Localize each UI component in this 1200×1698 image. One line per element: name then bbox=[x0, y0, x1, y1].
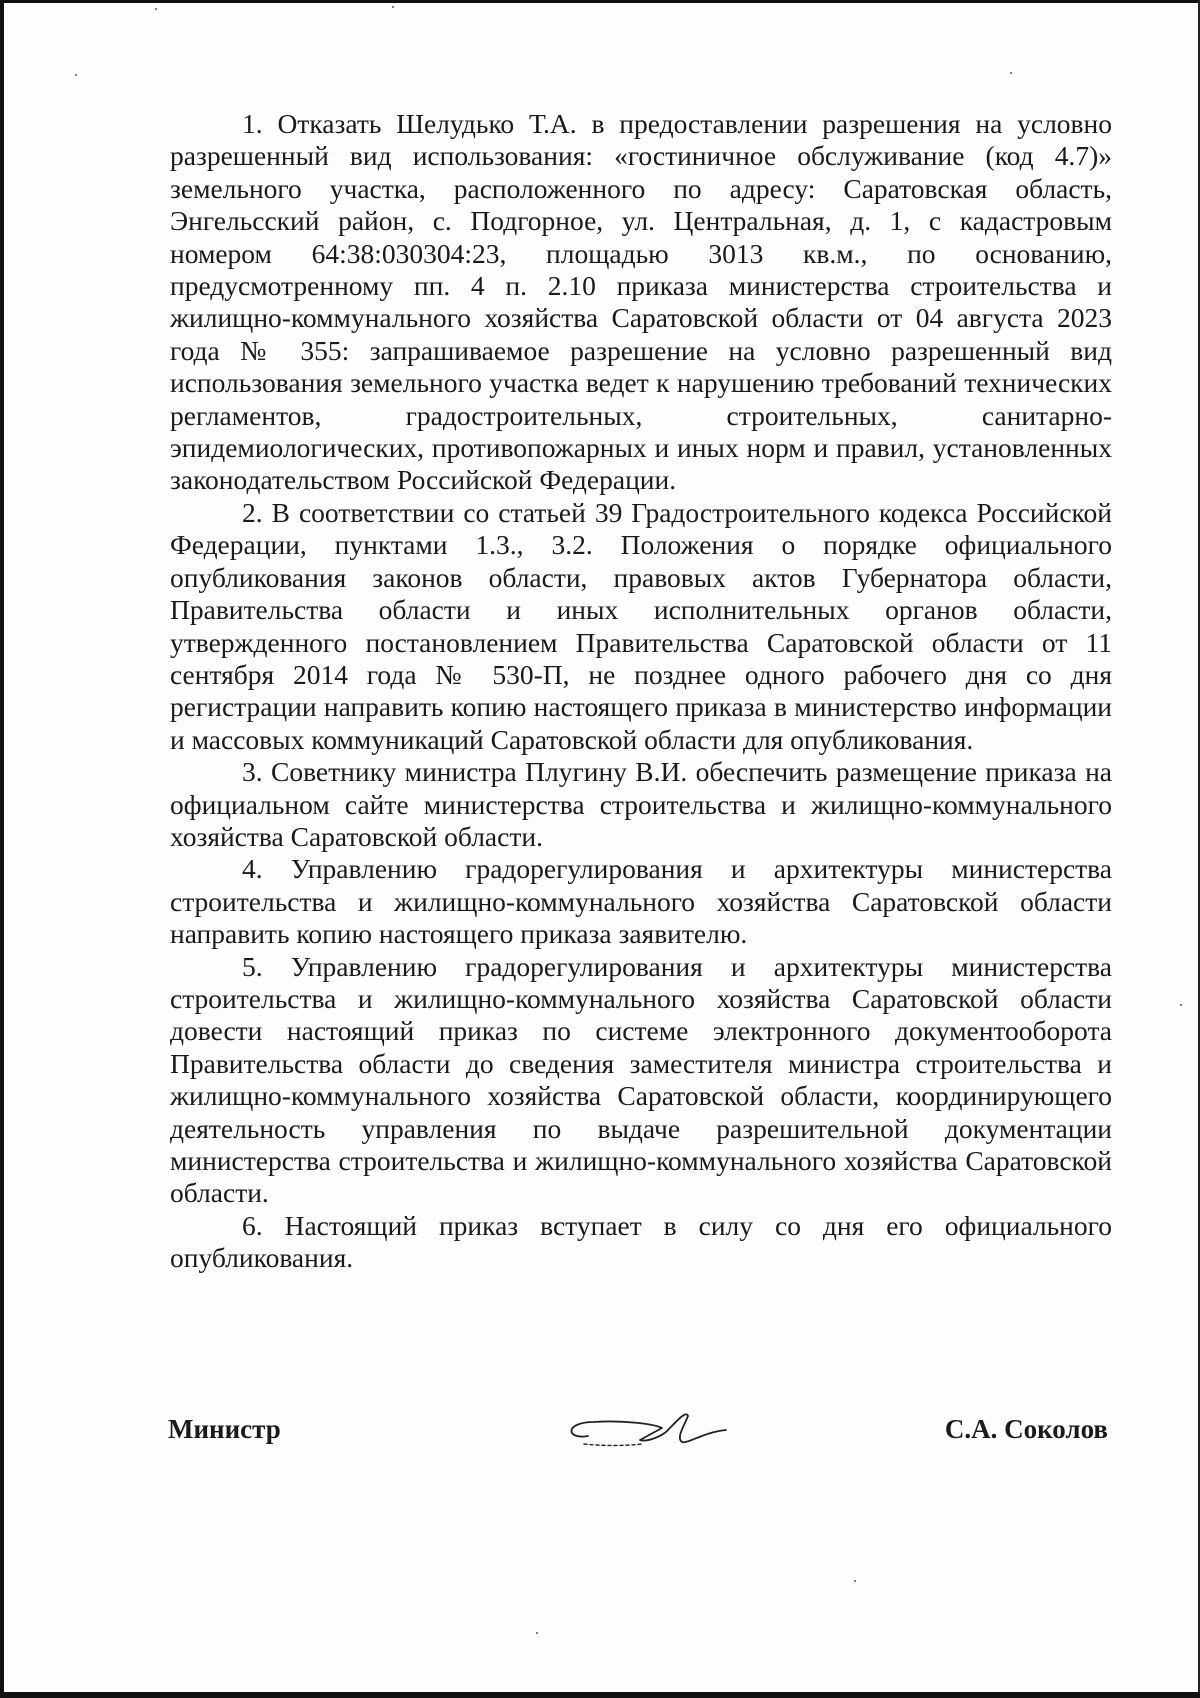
scan-speck bbox=[1180, 1004, 1182, 1006]
signer-name: С.А. Соколов bbox=[944, 1414, 1108, 1444]
paragraph-4: 4. Управлению градорегулирования и архитектуры министерства строительства и жилищно-коммунального хозяйства Саратовской области направить копию настоящего приказа заявителю. bbox=[170, 853, 1112, 950]
document-body bbox=[170, 108, 1112, 1275]
paragraph-3: 3. Советнику министра Плугину В.И. обеспечить размещение приказа на официальном сайте министерства строительства и жилищно-коммунального хозяйства Саратовской области. bbox=[170, 756, 1112, 852]
scan-edge-bottom bbox=[0, 1692, 1200, 1698]
scan-speck bbox=[392, 6, 394, 8]
paragraph-1: 1. Отказать Шелудько Т.А. в предоставлении разрешения на условно разрешенный вид использования: «гостиничное обслуживание (код 4.7)» земельного участка, расположенного по адресу: Саратовская область, Энгельсский район, с. Подгорное, ул. Центральная, д. 1, с кадастровым номером 64:38:030304:23, площадью 3013 кв.м., по основанию, предусмотренному пп. 4 п. 2.10 приказа министерства строительства и жилищно-коммунального хозяйства Саратовской области от 04 августа 2023 года № 355: запрашиваемое разрешение на условно разрешенный вид использования земельного участка ведет к нарушению требований технических регламентов, градостроительных, строительных, санитарно-эпидемиологических, противопожарных и иных норм и правил, установленных законодательством Российской Федерации. bbox=[170, 108, 1112, 496]
scan-edge-left bbox=[0, 0, 4, 1698]
paragraph-5: 5. Управлению градорегулирования и архитектуры министерства строительства и жилищно-коммунального хозяйства Саратовской области довести настоящий приказ по системе электронного документооборота Правительства области до сведения заместителя министра строительства и жилищно-коммунального хозяйства Саратовской области, координирующего деятельность управления по выдаче разрешительной документации министерства строительства и жилищно-коммунального хозяйства Саратовской области. bbox=[170, 950, 1112, 1209]
scan-speck bbox=[75, 74, 77, 76]
handwritten-signature bbox=[554, 1402, 754, 1462]
paragraph-6: 6. Настоящий приказ вступает в силу со дня его официального опубликования. bbox=[170, 1209, 1112, 1274]
signer-title: Министр bbox=[168, 1414, 281, 1444]
scan-speck bbox=[155, 8, 157, 10]
scan-speck bbox=[1010, 72, 1012, 74]
scan-speck bbox=[536, 1632, 538, 1634]
signature-block bbox=[168, 1408, 1108, 1468]
scan-edge-top bbox=[0, 0, 1200, 3]
paragraph-2: 2. В соответствии со статьей 39 Градостроительного кодекса Российской Федерации, пунктами 1.3., 3.2. Положения о порядке официального опубликования законов области, правовых актов Губернатора области, Правительства области и иных исполнительных органов области, утвержденного постановлением Правительства Саратовской области от 11 сентября 2014 года № 530-П, не позднее одного рабочего дня со дня регистрации направить копию настоящего приказа в министерство информации и массовых коммуникаций Саратовской области для опубликования. bbox=[170, 496, 1112, 755]
scan-speck bbox=[854, 1580, 856, 1582]
